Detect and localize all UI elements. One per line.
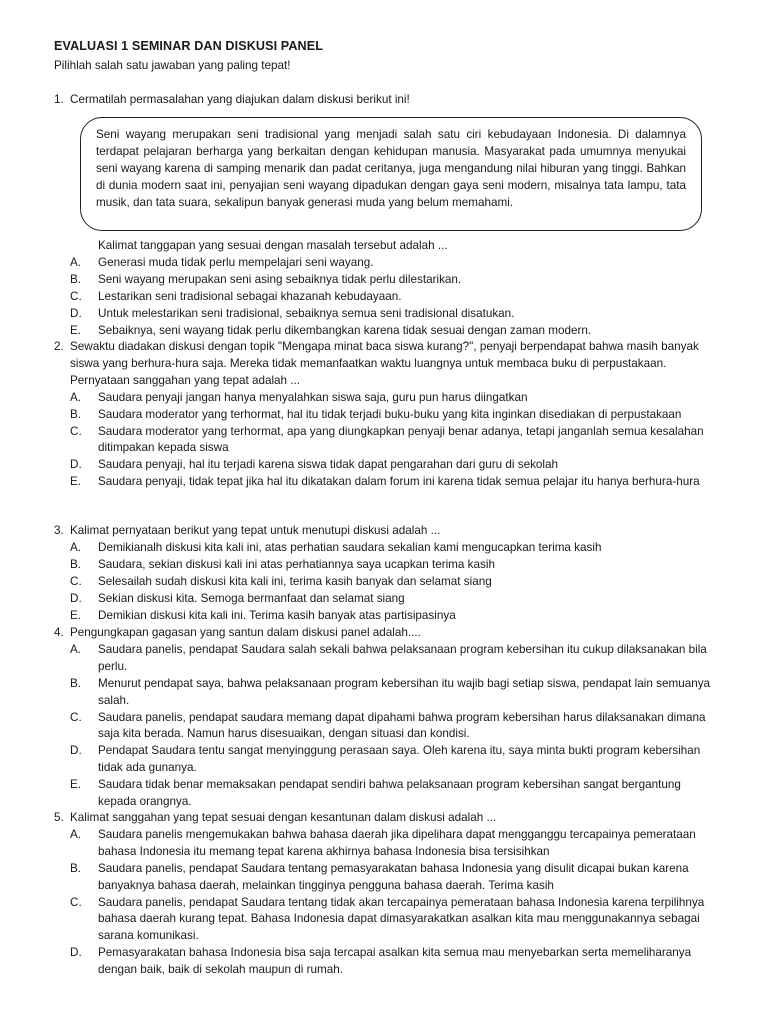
- option-letter: D.: [70, 591, 82, 605]
- option-text: Menurut pendapat saya, bahwa pelaksanaan program kebersihan itu wajib bagi setiap siswa, pendapat lain semuanya salah.: [98, 676, 711, 707]
- answer-option-d[interactable]: [70, 591, 714, 608]
- option-letter: D.: [70, 744, 82, 758]
- option-text: Generasi muda tidak perlu mempelajari seni wayang.: [98, 255, 374, 269]
- option-letter: E.: [70, 323, 82, 337]
- answer-option-e[interactable]: [70, 608, 714, 625]
- question-3: [54, 523, 714, 624]
- option-letter: B.: [70, 676, 82, 690]
- option-text: Saudara panelis, pendapat Saudara tentang tidak akan tercapainya pemerataan bahasa Indonesia karena terpilihnya bahasa daerah kurang tepat. Bahasa Indonesia dapat dimasyarakatkan asalkan kita mau menggunakannya sebagai sarana komunikasi.: [98, 895, 705, 943]
- question-prompt: Kalimat pernyataan berikut yang tepat untuk menutupi diskusi adalah ...: [70, 524, 441, 537]
- option-text: Sekian diskusi kita. Semoga bermanfaat dan selamat siang: [98, 591, 405, 605]
- option-text: Saudara moderator yang terhormat, apa yang diungkapkan penyaji benar adanya, tetapi janganlah semua kesalahan ditimpakan kepada siswa: [98, 424, 704, 455]
- answer-option-a[interactable]: [70, 827, 714, 861]
- option-text: Saudara panelis, pendapat Saudara salah sekali bahwa pelaksanaan program kebersihan itu cukup dilaksanakan bila perlu.: [98, 642, 707, 673]
- option-text: Pemasyarakatan bahasa Indonesia bisa saja tercapai asalkan kita semua mau menyebarkan serta memeliharanya dengan baik, baik di sekolah maupun di rumah.: [98, 946, 692, 977]
- question-5: [54, 810, 714, 979]
- option-letter: C.: [70, 424, 82, 438]
- option-text: Saudara penyaji, tidak tepat jika hal itu dikatakan dalam forum ini karena tidak semua pelajar itu hanya berhura-hura: [98, 475, 700, 489]
- option-letter: A.: [70, 642, 82, 656]
- option-letter: D.: [70, 306, 82, 320]
- option-letter: E.: [70, 608, 82, 622]
- option-letter: A.: [70, 827, 82, 841]
- option-text: Selesailah sudah diskusi kita kali ini, terima kasih banyak dan selamat siang: [98, 574, 492, 588]
- option-text: Saudara penyaji jangan hanya menyalahkan siswa saja, guru pun harus diingatkan: [98, 390, 528, 404]
- question-4: [54, 625, 714, 811]
- option-letter: A.: [70, 390, 82, 404]
- option-letter: B.: [70, 407, 82, 421]
- answer-option-b[interactable]: [70, 272, 714, 289]
- answer-option-d[interactable]: [70, 743, 714, 777]
- answer-option-c[interactable]: [70, 710, 714, 744]
- option-letter: A.: [70, 255, 82, 269]
- answer-option-a[interactable]: [70, 540, 714, 557]
- option-text: Saudara, sekian diskusi kali ini atas perhatiannya saya ucapkan terima kasih: [98, 557, 495, 571]
- option-letter: C.: [70, 289, 82, 303]
- answer-option-c[interactable]: [70, 895, 714, 946]
- option-text: Pendapat Saudara tentu sangat menyinggung perasaan saya. Oleh karena itu, saya minta bukti program kebersihan tidak ada gunanya.: [98, 744, 701, 775]
- page-title: EVALUASI 1 SEMINAR DAN DISKUSI PANEL: [54, 39, 324, 53]
- option-letter: C.: [70, 574, 82, 588]
- option-text: Untuk melestarikan seni tradisional, sebaiknya semua seni tradisional disatukan.: [98, 306, 515, 320]
- question-1: [54, 92, 714, 109]
- question-stem: Kalimat tanggapan yang sesuai dengan masalah tersebut adalah ...: [98, 239, 448, 252]
- option-letter: D.: [70, 946, 82, 960]
- option-text: Demikian diskusi kita kali ini. Terima kasih banyak atas partisipasinya: [98, 608, 456, 622]
- option-letter: B.: [70, 272, 82, 286]
- question-prompt: Sewaktu diadakan diskusi dengan topik "Mengapa minat baca siswa kurang?", penyaji berpendapat bahwa masih banyak siswa yang berhura-hura saja. Mereka tidak memanfaatkan waktu luangnya untuk membaca buku di perpustakaan. Pernyataan sanggahan yang tepat adalah ...: [70, 340, 699, 387]
- answer-option-e[interactable]: [70, 323, 714, 340]
- option-letter: D.: [70, 458, 82, 472]
- answer-option-d[interactable]: [70, 457, 714, 474]
- discussion-passage-box: [80, 117, 702, 231]
- answer-option-e[interactable]: [70, 777, 714, 811]
- answer-option-b[interactable]: [70, 407, 714, 424]
- answer-option-e[interactable]: [70, 474, 714, 491]
- answer-option-c[interactable]: [70, 574, 714, 591]
- answer-option-d[interactable]: [70, 306, 714, 323]
- option-text: Saudara panelis mengemukakan bahwa bahasa daerah jika dipelihara dapat mengganggu tercapainya pemerataan bahasa Indonesia itu memang tepat karena akhirnya bahasa Indonesia bisa tersisihkan: [98, 827, 696, 858]
- option-letter: E.: [70, 475, 82, 489]
- question-prompt: Kalimat sanggahan yang tepat sesuai dengan kesantunan dalam diskusi adalah ...: [70, 811, 497, 824]
- answer-option-a[interactable]: [70, 255, 714, 272]
- question-1-options: [54, 238, 714, 339]
- answer-option-b[interactable]: [70, 676, 714, 710]
- page-instruction: Pilihlah salah satu jawaban yang paling tepat!: [54, 59, 291, 72]
- option-letter: E.: [70, 778, 82, 792]
- option-letter: C.: [70, 710, 82, 724]
- option-letter: B.: [70, 861, 82, 875]
- answer-option-b[interactable]: [70, 861, 714, 895]
- option-letter: A.: [70, 540, 82, 554]
- option-text: Saudara tidak benar memaksakan pendapat sendiri bahwa pelaksanaan program kebersihan sangat bergantung kepada orangnya.: [98, 778, 681, 809]
- option-letter: B.: [70, 557, 82, 571]
- option-text: Saudara moderator yang terhormat, hal itu tidak terjadi buku-buku yang kita inginkan disediakan di perpustakaan: [98, 407, 682, 421]
- option-text: Lestarikan seni tradisional sebagai khazanah kebudayaan.: [98, 289, 402, 303]
- question-prompt: Cermatilah permasalahan yang diajukan dalam diskusi berikut ini!: [70, 93, 410, 106]
- option-letter: C.: [70, 895, 82, 909]
- question-number: 5.: [54, 811, 64, 824]
- answer-option-d[interactable]: [70, 945, 714, 979]
- question-prompt: Pengungkapan gagasan yang santun dalam diskusi panel adalah....: [70, 626, 421, 639]
- answer-option-a[interactable]: [70, 642, 714, 676]
- question-2: [54, 339, 714, 491]
- answer-option-c[interactable]: [70, 424, 714, 458]
- option-text: Saudara panelis, pendapat saudara memang dapat dipahami bahwa program kebersihan harus dilaksanakan dimana saja kita berada. Namun harus disesuaikan, dengan situasi dan kondisi.: [98, 710, 706, 741]
- option-text: Saudara penyaji, hal itu terjadi karena siswa tidak dapat pengarahan dari guru di sekolah: [98, 458, 559, 472]
- discussion-passage: Seni wayang merupakan seni tradisional yang menjadi salah satu ciri kebudayaan Indonesia. Di dalamnya terdapat pelajaran berharga yang berkaitan dengan kehidupan manusia. Masyarakat pada umumnya menyukai seni wayang karena di samping menarik dan padat ceritanya, juga mengandung nilai hiburan yang tinggi. Bahkan di dunia modern saat ini, penyajian seni wayang dipadukan dengan gaya seni modern, misalnya tata lampu, tata musik, dan tata suara, sekalipun banyak generasi muda yang belum memahami.: [96, 128, 686, 209]
- answer-option-b[interactable]: [70, 557, 714, 574]
- option-text: Demikianalh diskusi kita kali ini, atas perhatian saudara sekalian kami mengucapkan terima kasih: [98, 540, 602, 554]
- answer-option-a[interactable]: [70, 390, 714, 407]
- question-number: 2.: [54, 340, 64, 353]
- question-number: 4.: [54, 626, 64, 639]
- option-text: Saudara panelis, pendapat Saudara tentang pemasyarakatan bahasa Indonesia yang disulit dicapai bukan karena banyaknya bahasa daerah, melainkan tingginya pengguna bahasa daerah. Terima kasih: [98, 861, 689, 892]
- answer-option-c[interactable]: [70, 289, 714, 306]
- question-number: 3.: [54, 524, 64, 537]
- option-text: Sebaiknya, seni wayang tidak perlu dikembangkan karena tidak sesuai dengan zaman modern.: [98, 323, 592, 337]
- question-number: 1.: [54, 93, 64, 106]
- option-text: Seni wayang merupakan seni asing sebaiknya tidak perlu dilestarikan.: [98, 272, 462, 286]
